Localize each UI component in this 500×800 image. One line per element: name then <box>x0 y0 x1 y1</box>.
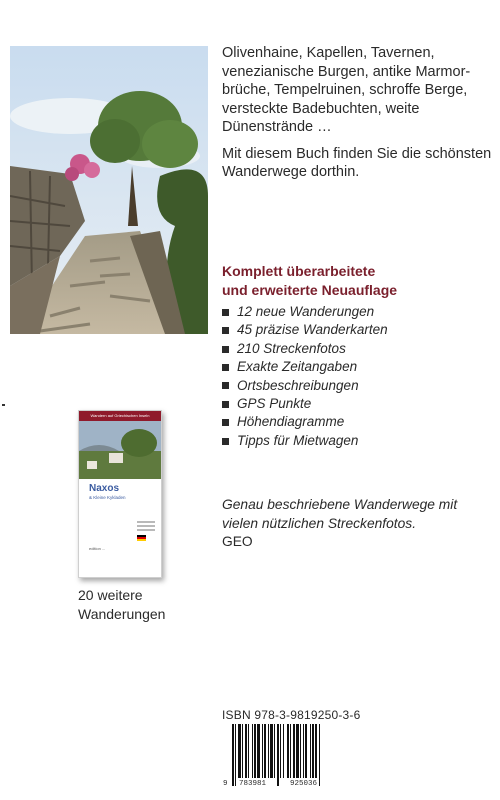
barcode-bar <box>257 724 260 778</box>
square-bullet-icon <box>222 382 229 389</box>
barcode-bar <box>262 724 263 778</box>
caption-line-2: Wanderungen <box>78 606 166 622</box>
quote-text: Genau beschriebene Wanderwege mit vielen nützlichen Streckenfotos. <box>222 497 458 531</box>
barcode-bars <box>222 724 342 786</box>
feature-item: 45 präzise Wanderkarten <box>222 321 492 339</box>
square-bullet-icon <box>222 364 229 371</box>
barcode-bar <box>245 724 247 778</box>
book-publisher: edition ... <box>89 546 106 551</box>
barcode-bar <box>315 724 317 778</box>
barcode-bar <box>238 724 241 778</box>
square-bullet-icon <box>222 438 229 445</box>
caption-line-1: 20 weitere <box>78 587 143 603</box>
barcode-bar <box>232 724 234 786</box>
barcode-bar <box>254 724 256 778</box>
barcode-bar <box>270 724 273 778</box>
barcode-bar <box>235 724 236 786</box>
book-series-bar: Wandern auf Griechischen Inseln <box>79 411 161 421</box>
feature-item: 12 neue Wanderungen <box>222 303 492 321</box>
book-subtitle: & Kleine Kykladen <box>89 495 126 500</box>
feature-item: Tipps für Mietwagen <box>222 432 492 450</box>
barcode-bar <box>293 724 295 778</box>
german-flag-icon <box>137 535 146 541</box>
barcode-bar <box>300 724 301 778</box>
barcode-bar <box>312 724 314 778</box>
barcode-bar <box>264 724 266 778</box>
headline-line-2: und erweiterte Neuauflage <box>222 282 398 298</box>
barcode-bar <box>303 724 304 778</box>
barcode-bar <box>290 724 291 778</box>
stone-path-image <box>10 46 208 334</box>
barcode-bar <box>319 724 320 786</box>
book-caption <box>78 586 208 624</box>
barcode-digits-right: 925036 <box>290 780 318 788</box>
barcode-bar <box>280 724 281 778</box>
barcode-bar <box>268 724 269 778</box>
barcode-bar <box>242 724 243 778</box>
feature-item: Ortsbeschreibungen <box>222 377 492 395</box>
intro-text <box>222 44 492 190</box>
feature-list <box>222 303 492 450</box>
barcode-digits-left: 783981 <box>239 780 267 788</box>
square-bullet-icon <box>222 419 229 426</box>
book-title: Naxos <box>89 483 120 494</box>
edition-headline <box>222 262 492 300</box>
book-text-lines <box>137 521 155 533</box>
margin-mark <box>2 404 5 406</box>
quote-source: GEO <box>222 534 253 549</box>
book-cover-thumbnail <box>78 410 162 578</box>
landscape-photo <box>10 46 208 334</box>
feature-item: Höhendiagramme <box>222 413 492 431</box>
intro-paragraph-2: Mit diesem Buch finden Sie die schönsten Wanderwege dorthin. <box>222 145 492 180</box>
press-quote <box>222 496 492 552</box>
barcode-bar <box>310 724 311 778</box>
barcode-bar <box>287 724 289 778</box>
intro-paragraph-1: Olivenhaine, Kapellen, Tavernen, venezianische Burgen, antike Marmorbrüche, Tempelruinen, schroffe Berge, versteckte Badebuchten, weite Dünenstrände … <box>222 45 471 135</box>
barcode-bar <box>248 724 249 778</box>
feature-item: GPS Punkte <box>222 395 492 413</box>
barcode-bar <box>296 724 299 778</box>
barcode-digit-first: 9 <box>223 780 228 788</box>
square-bullet-icon <box>222 346 229 353</box>
isbn-label: ISBN 978-3-9819250-3-6 <box>222 708 361 722</box>
barcode-bar <box>252 724 253 778</box>
feature-item: Exakte Zeitangaben <box>222 358 492 376</box>
book-cover-image <box>79 421 161 479</box>
feature-item: 210 Streckenfotos <box>222 340 492 358</box>
barcode-bar <box>283 724 284 778</box>
barcode-bar <box>274 724 275 778</box>
headline-line-1: Komplett überarbeitete <box>222 263 376 279</box>
square-bullet-icon <box>222 309 229 316</box>
barcode-bar <box>305 724 307 778</box>
square-bullet-icon <box>222 327 229 334</box>
barcode-bar <box>277 724 279 786</box>
square-bullet-icon <box>222 401 229 408</box>
